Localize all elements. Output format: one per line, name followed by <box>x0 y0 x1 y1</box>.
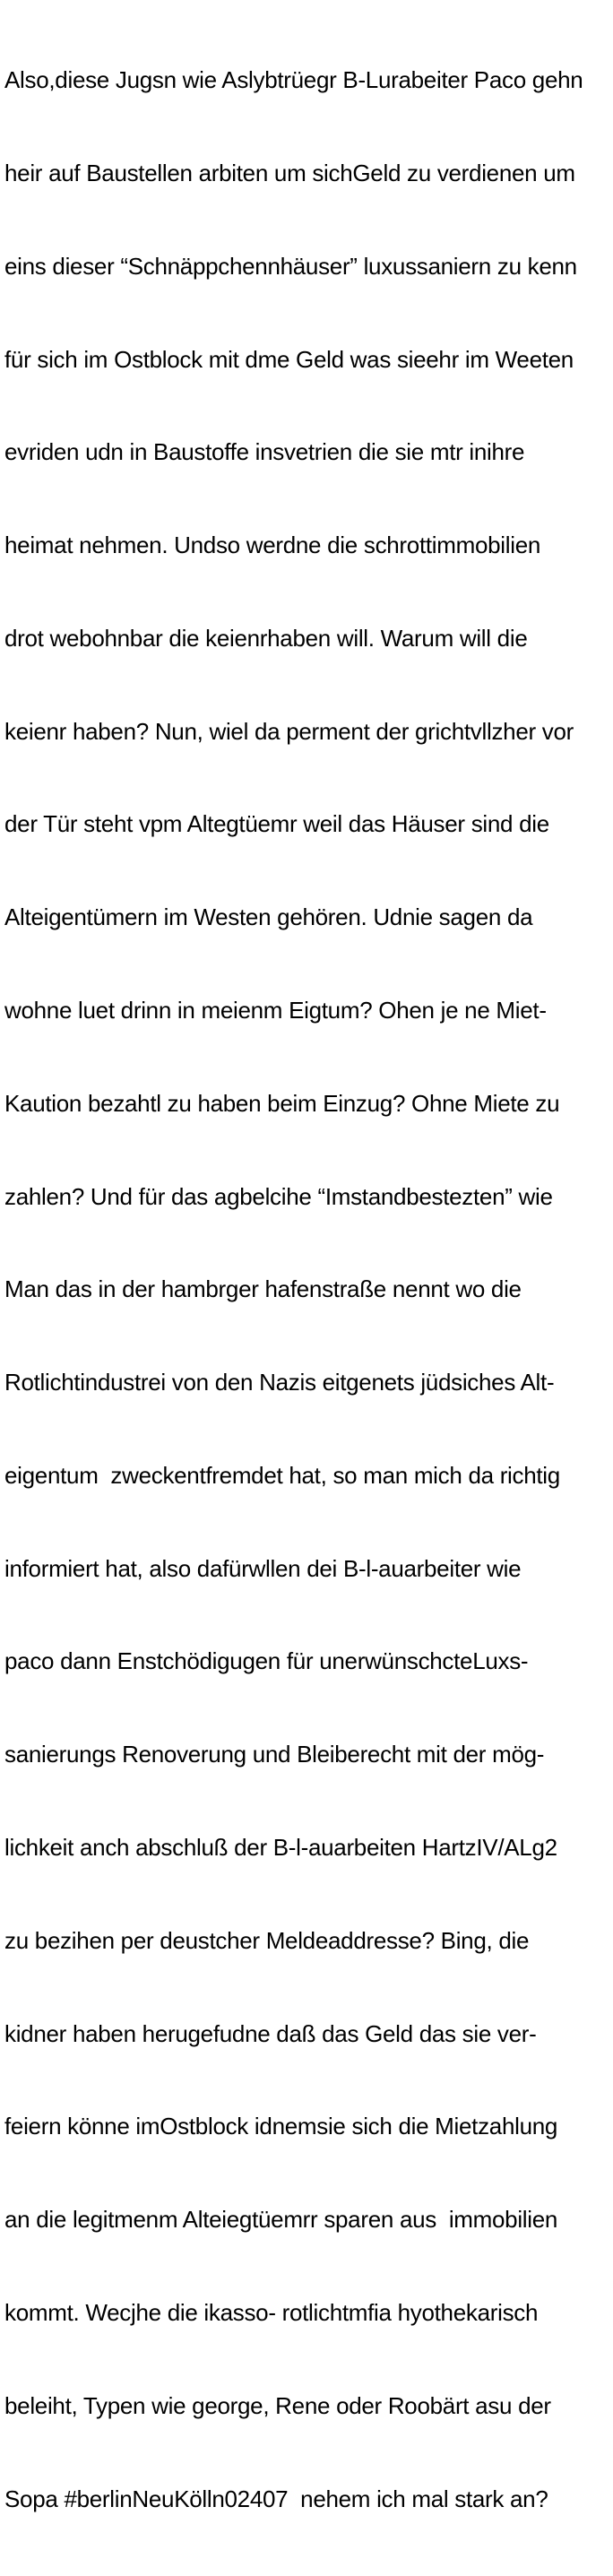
text-line: Kaution bezahtl zu haben beim Einzug? Ohne Miete zu <box>4 1089 560 1117</box>
text-line: paco dann Enstchödigugen für unerwünschcteLuxs- <box>4 1647 529 1675</box>
text-line: evriden udn in Baustoffe insvetrien die sie mtr inihre <box>4 438 525 466</box>
text-line: an die legitmenm Alteiegtüemrr sparen aus immobilien <box>4 2206 558 2234</box>
text-line: für sich im Ostblock mit dme Geld was sieehr im Weeten <box>4 345 574 373</box>
text-line: der Tür steht vpm Altegtüemr weil das Häuser sind die <box>4 810 549 838</box>
text-line: feiern könne imOstblock idnemsie sich die Mietzahlung <box>4 2113 558 2140</box>
text-line: eigentum zweckentfremdet hat, so man mich da richtig <box>4 1461 560 1489</box>
text-line: wohne luet drinn in meienm Eigtum? Ohen je ne Miet- <box>4 997 547 1024</box>
text-line: Also,diese Jugsn wie Aslybtrüegr B-Lurabeiter Paco gehn <box>4 66 583 94</box>
text-line: keienr haben? Nun, wiel da perment der grichtvllzher vor <box>4 717 574 745</box>
text-line: Sopa #berlinNeuKölln02407 nehem ich mal stark an? <box>4 2485 548 2512</box>
text-line: eins dieser “Schnäppchennhäuser” luxussaniern zu kenn <box>4 252 577 280</box>
text-line: Rotlichtindustrei von den Nazis eitgenets jüdsiches Alt- <box>4 1369 555 1396</box>
text-line: zahlen? Und für das agbelcihe “Imstandbestezten” wie <box>4 1182 553 1210</box>
text-line: heir auf Baustellen arbiten um sichGeld zu verdienen um <box>4 159 575 186</box>
text-line: sanierungs Renoverung und Bleiberecht mit der mög- <box>4 1741 545 1768</box>
text-line: kidner haben herugefudne daß das Geld das sie ver- <box>4 2019 537 2047</box>
text-line: Man das in der hambrger hafenstraße nennt wo die <box>4 1275 522 1303</box>
text-line: zu bezihen per deustcher Meldeaddresse? Bing, die <box>4 1926 530 1954</box>
text-line: drot webohnbar die keienrhaben will. Warum will die <box>4 624 528 652</box>
text-line: informiert hat, also dafürwllen dei B-l-auarbeiter wie <box>4 1554 522 1582</box>
text-line: lichkeit anch abschluß der B-l-auarbeiten HartzIV/ALg2 <box>4 1834 557 1862</box>
text-line: kommt. Wecjhe die ikasso- rotlichtmfia hyothekarisch <box>4 2298 539 2326</box>
text-line: Alteigentümern im Westen gehören. Udnie sagen da <box>4 903 533 931</box>
text-line: beleiht, Typen wie george, Rene oder Roobärt asu der <box>4 2391 551 2419</box>
paragraph-text-block <box>4 3 611 2576</box>
text-line: heimat nehmen. Undso werdne die schrottimmobilien <box>4 532 541 559</box>
